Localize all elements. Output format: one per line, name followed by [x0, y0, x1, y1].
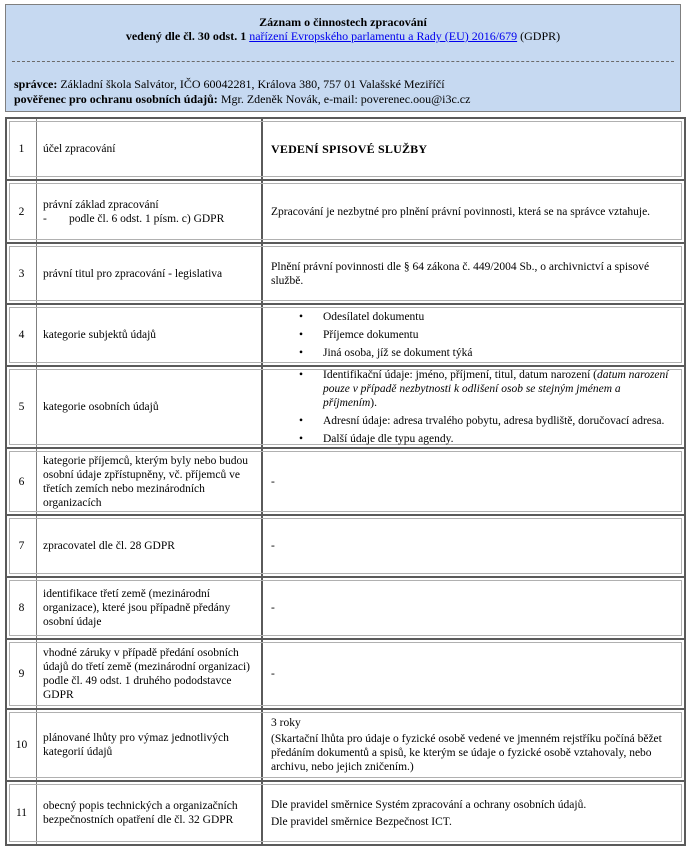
row-label: [37, 181, 263, 242]
row-value: -: [271, 668, 275, 680]
row-label-sub: podle čl. 6 odst. 1 písm. c) GDPR: [69, 212, 225, 225]
list-item: • Adresní údaje: adresa trvalého pobytu, adresa bydliště, doručovací adresa.: [323, 414, 676, 428]
security-measure-2: Dle pravidel směrnice Bezpečnost ICT.: [271, 815, 452, 828]
row-number: 3: [7, 244, 37, 303]
table-row: [7, 244, 684, 305]
subtitle-suffix: (GDPR): [520, 29, 561, 43]
record-header: [5, 4, 681, 112]
security-measure-1: Dle pravidel směrnice Systém zpracování a ochrany osobních údajů.: [271, 798, 587, 811]
row-value: Zpracování je nezbytné pro plnění právní povinnosti, která se na správce vztahuje.: [271, 205, 651, 218]
row-label: kategorie příjemců, kterým byly nebo budou osobní údaje zpřístupněny, vč. příjemců ve třetích zemích nebo mezinárodních organizacích: [37, 449, 263, 514]
gdpr-regulation-link[interactable]: nařízení Evropského parlamentu a Rady (EU) 2016/679: [249, 29, 518, 43]
record-title: Záznam o činnostech zpracování: [259, 15, 427, 29]
row-label-main: právní základ zpracování: [43, 198, 159, 211]
data-subjects-list: [271, 307, 472, 364]
list-item: • Identifikační údaje: jméno, příjmení, titul, datum narození (datum narození pouze v případě nezbytnosti k odlišení osob se stejným jménem a příjmením).: [323, 368, 676, 410]
records-table: [5, 117, 686, 846]
dpo-label: pověřenec pro ochranu osobních údajů:: [14, 92, 218, 106]
row-label: vhodné záruky v případě předání osobních údajů do třetí země (mezinárodní organizaci) podle čl. 49 odst. 1 druhého pododstavce GDPR: [37, 640, 263, 708]
row-label: kategorie subjektů údajů: [37, 305, 263, 365]
row-label: zpracovatel dle čl. 28 GDPR: [37, 516, 263, 576]
subtitle-prefix: vedený dle čl. 30 odst. 1: [125, 29, 247, 43]
row-value: -: [271, 475, 275, 488]
retention-period: 3 roky: [271, 717, 301, 729]
row-value: VEDENÍ SPISOVÉ SLUŽBY: [271, 142, 428, 156]
row-value: [263, 305, 684, 365]
row-number: 6: [7, 449, 37, 514]
row-number: 8: [7, 578, 37, 638]
table-row: [7, 710, 684, 782]
dpo-value: Mgr. Zdeněk Novák, e-mail: poverenec.oou@i3c.cz: [220, 92, 471, 106]
table-row: [7, 367, 684, 449]
row-label-dash: -: [43, 212, 47, 225]
row-number: 7: [7, 516, 37, 576]
row-value: Plnění právní povinnosti dle § 64 zákona č. 449/2004 Sb., o archivnictví a spisové službě.: [271, 260, 650, 287]
row-value: [263, 710, 684, 780]
table-row: [7, 181, 684, 244]
row-number: 11: [7, 782, 37, 844]
row-number: 9: [7, 640, 37, 708]
controller-value: Základní škola Salvátor, IČO 60042281, Králova 380, 757 01 Valašské Meziříčí: [60, 77, 445, 91]
row-number: 10: [7, 710, 37, 780]
list-item: • Další údaje dle typu agendy.: [323, 432, 676, 446]
row-label: identifikace třetí země (mezinárodní organizace), které jsou případně předány osobní údaje: [37, 578, 263, 638]
list-item: • Příjemce dokumentu: [323, 328, 472, 342]
controller-line: [14, 77, 445, 91]
table-row: [7, 640, 684, 710]
table-row: [7, 578, 684, 640]
personal-data-list: [271, 365, 676, 450]
row-number: 1: [7, 119, 37, 179]
record-subtitle: [6, 29, 680, 43]
row-label: kategorie osobních údajů: [37, 367, 263, 447]
list-item: • Jiná osoba, jíž se dokument týká: [323, 346, 472, 360]
table-row: [7, 305, 684, 367]
row-value: [263, 782, 684, 844]
table-row: [7, 449, 684, 516]
dpo-line: [14, 92, 470, 106]
row-value: -: [271, 602, 275, 614]
table-row: [7, 516, 684, 578]
row-label: účel zpracování: [37, 119, 263, 179]
table-row: [7, 119, 684, 181]
row-number: 4: [7, 305, 37, 365]
row-value: [263, 367, 684, 447]
table-row: [7, 782, 684, 844]
row-number: 2: [7, 181, 37, 242]
row-label: plánované lhůty pro výmaz jednotlivých kategorií údajů: [37, 710, 263, 780]
row-label: obecný popis technických a organizačních bezpečnostních opatření dle čl. 32 GDPR: [37, 782, 263, 844]
row-value: -: [271, 540, 275, 552]
header-divider: [12, 61, 674, 62]
row-number: 5: [7, 367, 37, 447]
list-item: • Odesílatel dokumentu: [323, 310, 472, 324]
controller-label: správce:: [14, 77, 58, 91]
row-label: právní titul pro zpracování - legislativa: [37, 244, 263, 303]
retention-note: (Skartační lhůta pro údaje o fyzické osobě vedené ve jmenném rejstříku počíná běžet předáním dokumentů a spisů, ke kterým se údaje o fyzické osobě vztahovaly, nebo archivu, nebo jejich zničením.): [271, 733, 662, 773]
